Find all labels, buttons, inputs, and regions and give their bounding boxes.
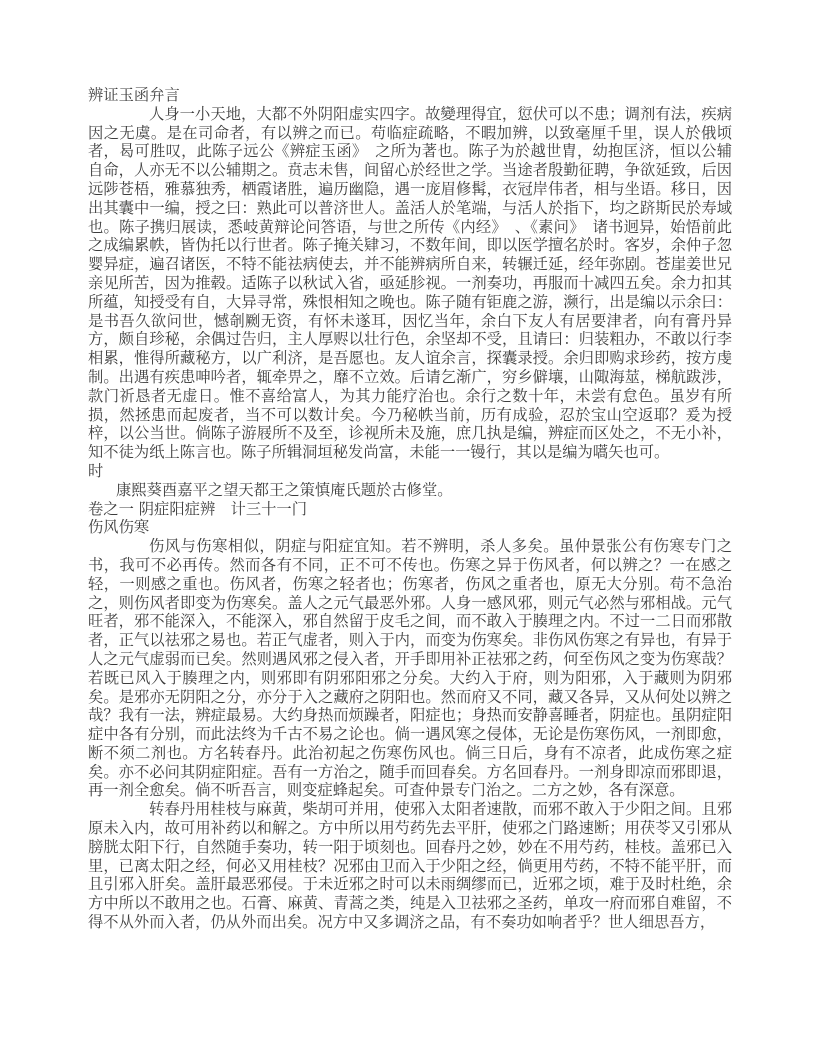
date-intro-line: 时 (88, 461, 104, 480)
colophon-line: 康熙葵酉嘉平之望天都王之策慎庵氏题於古修堂。 (116, 480, 453, 499)
document-text-block (88, 86, 732, 932)
volume-heading: 卷之一 阴症阳症辨 计三十一门 (88, 499, 308, 518)
body-paragraph-wind-cold: 伤风与伤寒相似，阴症与阳症宜知。若不辨明，杀人多矣。虽仲景张公有伤寒专门之书，我可不必再传。然而各有不同，正不可不传也。伤寒之异于伤风者，何以辨之？一在感之轻，一则感之重也。伤风者，伤寒之轻者也；伤寒者，伤风之重者也，原无大分别。苟不急治之，则伤风者即变为伤寒矣。盖人之元气最恶外邪。人身一感风邪，则元气必然与邪相战。元气旺者，邪不能深入，不能深入，邪自然留于皮毛之间，而不敢入于腠理之内。不过一二日而邪散者，正气以祛邪之易也。若正气虚者，则入于内，而变为伤寒矣。非伤风伤寒之有异也，有异于人之元气虚弱而已矣。然则遇风邪之侵入者，开手即用补正祛邪之药，何至伤风之变为伤寒哉？若既已风入于腠理之内，则邪即有阴邪阳邪之分矣。大约入于府，则为阳邪，入于藏则为阴邪矣。是邪亦无阴阳之分，亦分于入之藏府之阴阳也。然而府又不同，藏又各异，又从何处以辨之哉？我有一法，辨症最易。大约身热而烦躁者，阳症也；身热而安静喜睡者，阴症也。虽阴症阳症中各有分别，而此法终为千古不易之论也。倘一遇风寒之侵体，无论是伤寒伤风，一剂即愈，断不须二剂也。方名转春丹。此治初起之伤寒伤风也。倘三日后，身有不凉者，此成伤寒之症矣。亦不必问其阴症阳症。吾有一方治之，随手而回春矣。方名回春丹。一剂身即凉而邪即退，再一剂全愈矣。倘不听吾言，则变症蜂起矣。可查仲景专门治之。二方之妙，各有深意。 (88, 537, 732, 800)
preface-paragraph: 人身一小天地，大都不外阴阳虚实四字。故變理得宜，愆伏可以不患；调剂有法，疾病因之无虞。是在司命者，有以辨之而已。苟临症疏略，不暇加辨，以致毫厘千里，误人於俄顷者，曷可胜叹，此陈子远公《辨症玉函》 之所为著也。陈子为於越世胄，幼抱匡济，恒以公辅自命，人亦无不以公辅期之。贲志未售，间留心於经世之学。当途者殷勤征聘，争欲延致，后因远陟苍梧，雅慕独秀，栖霞诸胜，遍历幽隐，遇一庞眉修髯，衣冠岸伟者，相与坐语。移日，因出其囊中一编，授之曰：熟此可以普济世人。盖活人於笔端，与活人於指下，均之跻斯民於寿域也。陈子携归展读，悉岐黄辩论问答语，与世之所传《内经》 、《素问》 诸书迥异，始悟前此之成编累帙，皆伪托以行世者。陈子掩关肄习，不数年间，即以医学擅名於时。客岁，余仲子忽婴异症，遍召诸医，不特不能祛病使去，并不能辨病所自来，转辗迁延，经年弥剧。苍崖姜世兄亲见所苦，因为推毂。适陈子以秋试入省，亟延胗视。一剂奏功，再服而十减四五矣。余力扣其所蕴，知授受有自，大异寻常，殊恨相知之晚也。陈子随有钜鹿之游，濒行，出是编以示余曰：是书吾久欲问世，憾剞劂无资，有怀未遂耳，因忆当年，余白下友人有居要津者，向有膏丹异方，颇自珍秘，余偶过告归，主人厚赆以壮行色，余坚却不受，且请曰：归装粗办，不敢以行李相累，惟得所藏秘方，以广利济，是吾愿也。友人谊余言，探囊录授。余归即购求珍药，按方虔制。出遇有疾患呻吟者，辄牵畀之，靡不立效。后请乞渐广，穷乡僻壤，山陬海莁，梯航跋涉，款门祈恳者无虚日。惟不喜给富人，为其力能疗治也。余行之数十年，未尝有怠色。虽岁有所损，然拯患而起废者，当不可以数计矣。今乃秘帙当前，历有成验，忍於宝山空返耶？爰为授梓，以公当世。倘陈子游屐所不及至，诊视所未及施，庶几执是编，辨症而区处之，不无小补，知不徒为纸上陈言也。陈子所辑洞垣秘发尚富，未能一一镘行，其以是编为嚆矢也可。 (88, 104, 732, 462)
section-heading: 伤风伤寒 (88, 518, 150, 537)
preface-title: 辨证玉函弁言 (88, 86, 180, 104)
body-paragraph-formulas: 转春丹用桂枝与麻黄，柴胡可并用，使邪入太阳者速散，而邪不敢入于少阳之间。且邪原未入内，故可用补药以和解之。方中所以用芍药先去平肝，使邪之门路速断；用茯苓又引邪从膀胱太阳下行，自然随手奏功，转一阳于顷刻也。回春丹之妙，妙在不用芍药，桂枝。盖邪已入里，已离太阳之经，何必又用桂枝？况邪由卫而入于少阳之经，倘更用芍药，不特不能平肝，而且引邪入肝矣。盖肝最恶邪侵。于未近邪之时可以未雨绸缪而已，近邪之顷，难于及时杜绝，余方中所以不敢用之也。石膏、麻黄、青蒿之类，纯是入卫祛邪之圣药，单攻一府而邪自难留，不得不从外而入者，仍从外而出矣。况方中又多调济之品，有不奏功如响者乎？世人细思吾方， (88, 800, 732, 932)
